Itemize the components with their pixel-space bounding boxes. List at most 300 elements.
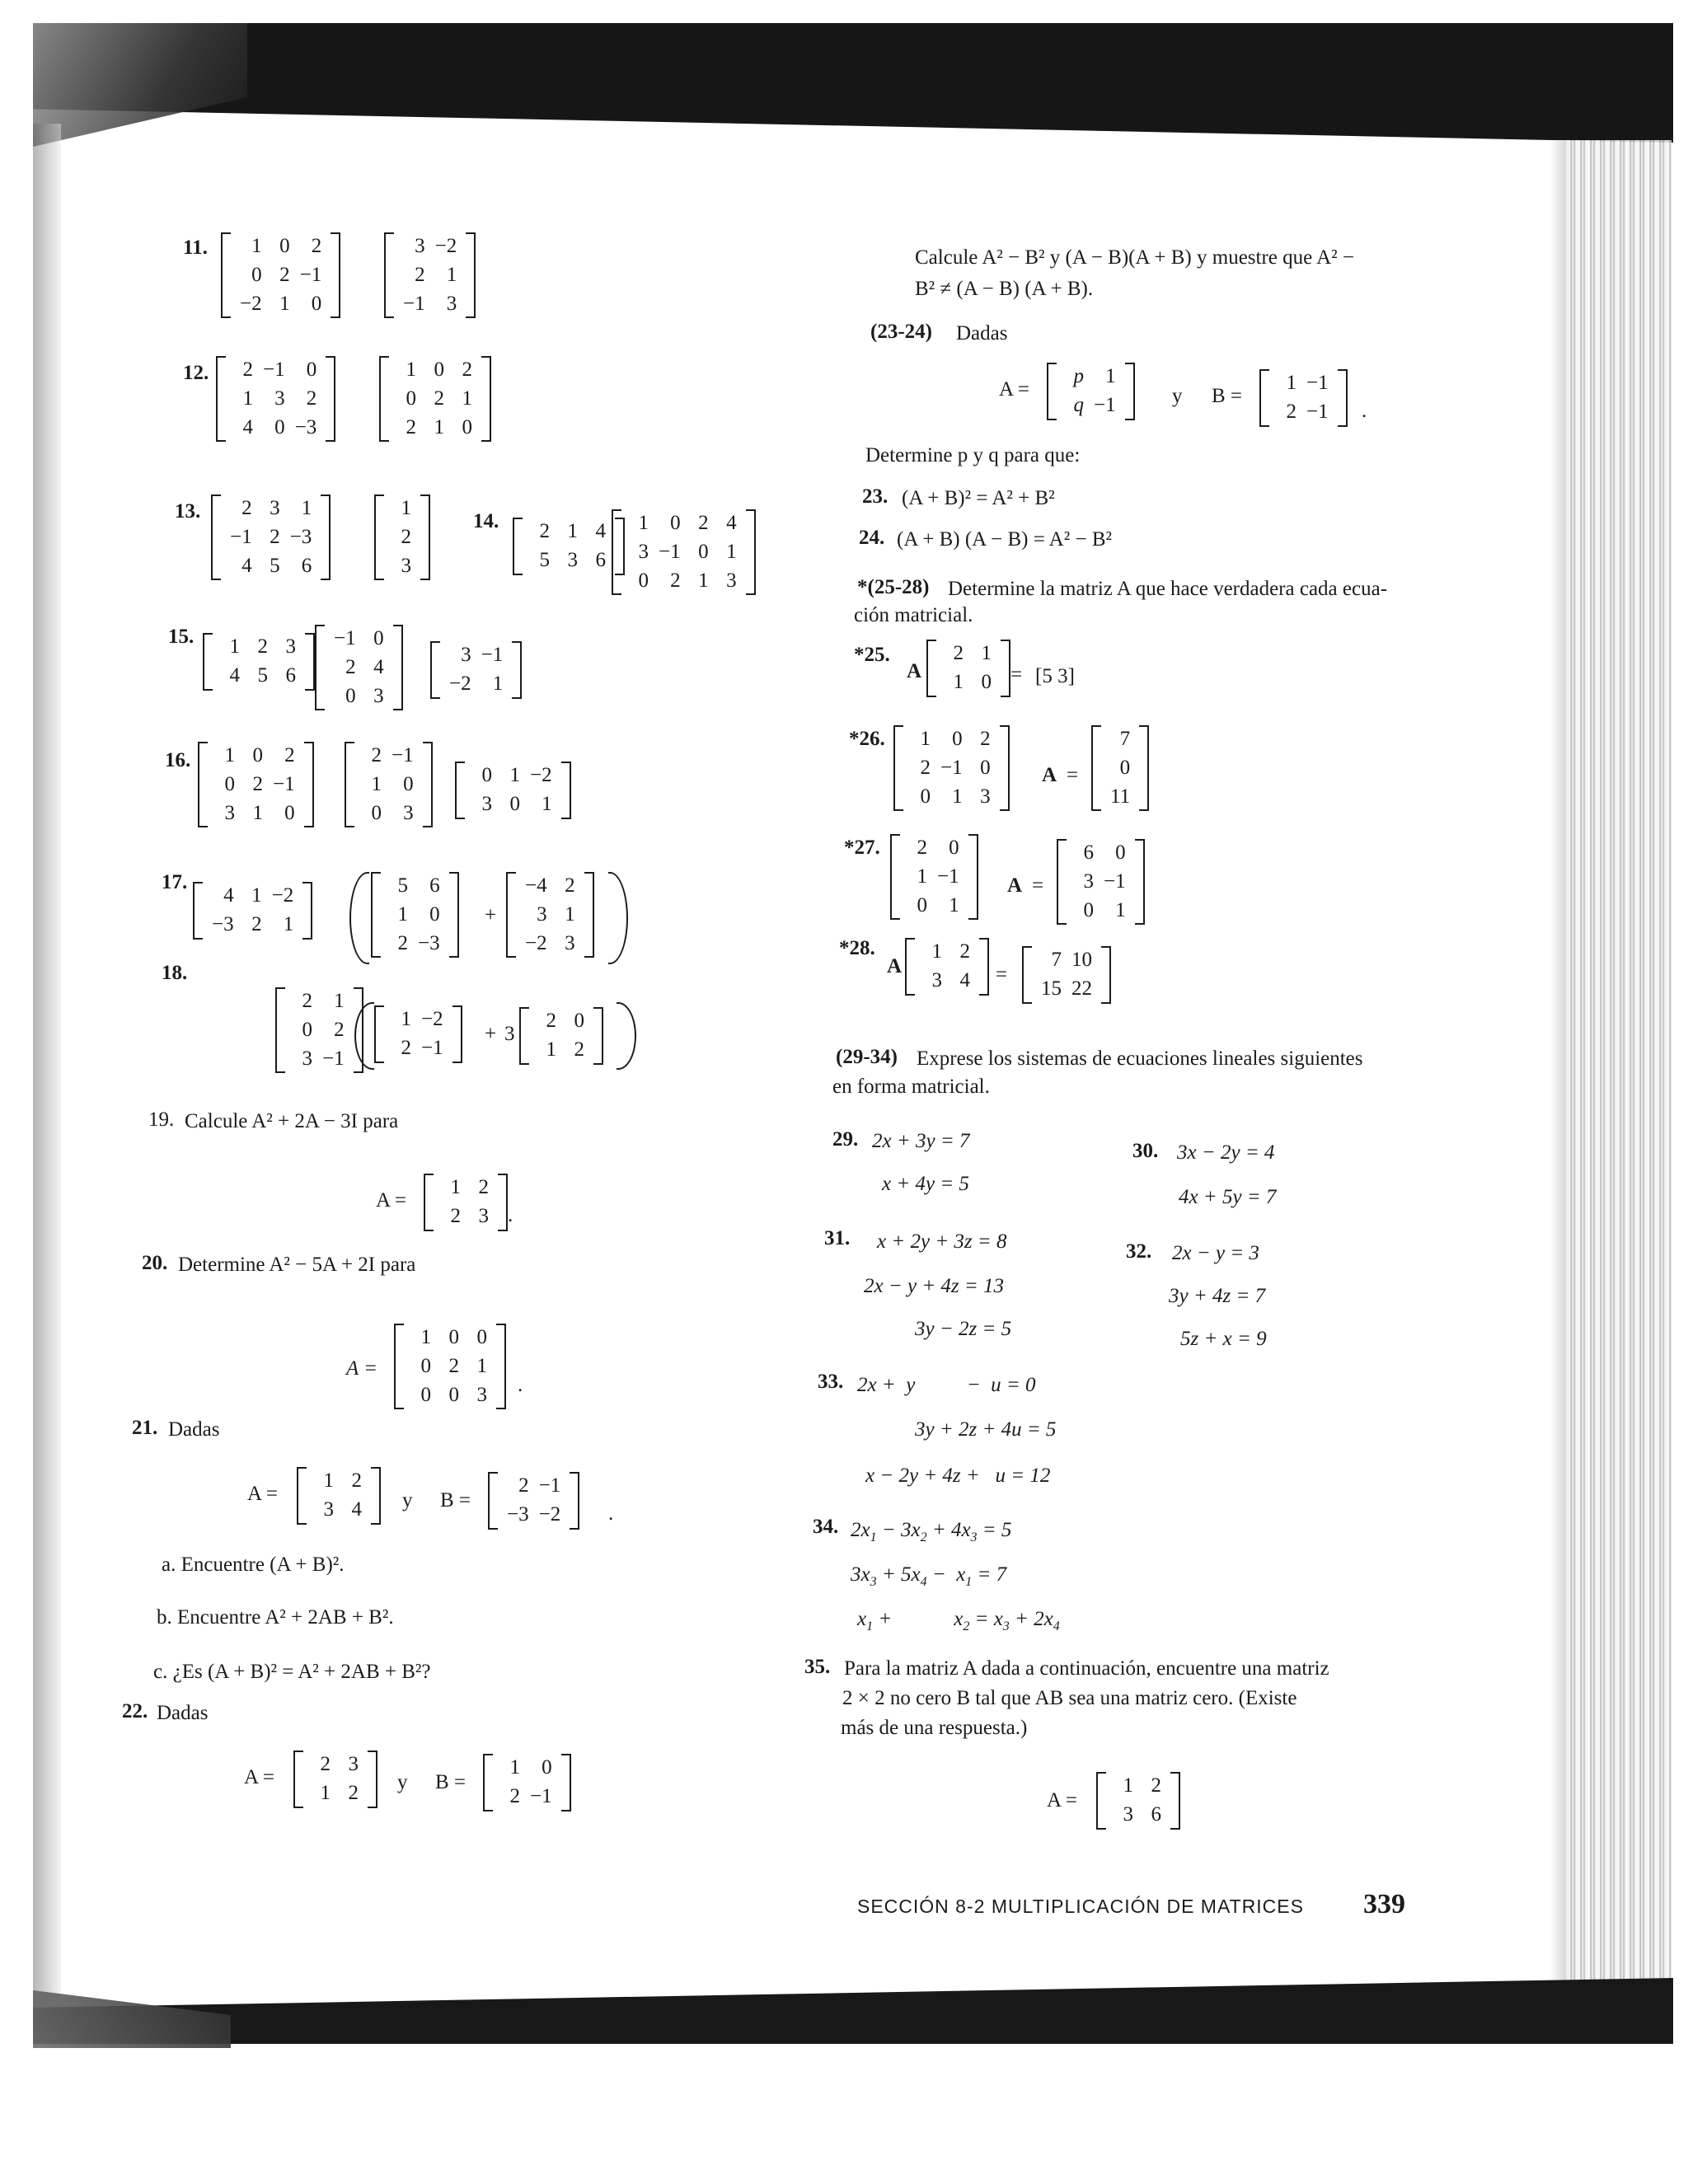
matrix-cell: 6 <box>595 548 606 571</box>
exercise-number: 22. <box>122 1700 148 1722</box>
matrix-cell: 2 <box>462 359 472 381</box>
close-parenthesis <box>617 1002 636 1070</box>
matrix-cell: 1 <box>320 1781 331 1804</box>
matrix-cell: −2 <box>421 1008 443 1030</box>
equation: $x_1$ + $x_2 = x_3 + 2x_4$ <box>857 1608 1060 1633</box>
conjunction: y <box>402 1489 413 1511</box>
matrix-cell: 3 <box>980 785 991 808</box>
matrix-cell: 0 <box>980 756 991 779</box>
right-bracket <box>1139 725 1149 811</box>
section-range: (29-34) <box>836 1046 898 1068</box>
matrix-cell: 1 <box>301 497 312 519</box>
matrix-cell: 2 <box>351 1469 362 1492</box>
left-bracket <box>424 1174 434 1231</box>
matrix-cell: 0 <box>920 785 931 808</box>
left-bracket <box>890 834 900 920</box>
matrix-cell: 1 <box>953 670 964 693</box>
matrix-cell: 2 <box>953 642 964 664</box>
exercise-number: *26. <box>849 728 885 750</box>
matrix-cell: −1 <box>937 865 959 888</box>
matrix <box>612 509 756 595</box>
matrix <box>394 1324 506 1409</box>
matrix-label-b: B = <box>1212 385 1243 407</box>
right-bracket <box>321 494 331 580</box>
left-bracket <box>519 1007 529 1065</box>
matrix-cell: 0 <box>476 1326 487 1348</box>
matrix-cell: 3 <box>1123 1802 1133 1825</box>
left-bracket <box>384 232 394 318</box>
equation: x + 2y + 3z = 8 <box>877 1230 1007 1253</box>
equation: (A + B) (A − B) = A² − B² <box>897 528 1112 551</box>
matrix-cell: 1 <box>542 792 552 815</box>
matrix <box>1047 363 1135 420</box>
right-bracket <box>1338 369 1348 427</box>
right-bracket <box>452 1005 462 1063</box>
matrix-cell: 4 <box>595 520 606 542</box>
matrix <box>483 1754 571 1811</box>
right-bracket <box>371 1467 381 1525</box>
matrix-cell: 5 <box>270 554 280 577</box>
matrix-cell: 1 <box>283 912 294 935</box>
conjunction: y <box>397 1771 408 1793</box>
matrix-cell: 7 <box>1119 728 1131 750</box>
matrix-cell: 2 <box>565 874 575 897</box>
exercise-text: Calcule A² + 2A − 3I para <box>185 1110 399 1132</box>
matrix-cell: −1 <box>299 263 322 286</box>
matrix-cell: 0 <box>1115 841 1126 864</box>
matrix-cell: 0 <box>542 1756 552 1779</box>
matrix-cell: 3 <box>415 235 425 257</box>
matrix-cell: 6 <box>285 663 296 687</box>
matrix-cell: 2 <box>401 525 411 548</box>
exercise-number: *27. <box>844 837 880 859</box>
exercise-number: *25. <box>854 644 890 666</box>
matrix-cell: 2 <box>348 1781 359 1804</box>
matrix-cell: 3 <box>726 569 737 592</box>
matrix-cell: 2 <box>959 940 970 963</box>
exercise-number: 16. <box>165 749 191 771</box>
matrix-cell: 4 <box>351 1497 362 1521</box>
exercise-number: 15. <box>168 626 195 648</box>
left-bracket <box>394 1324 404 1409</box>
matrix-cell: 0 <box>462 415 472 438</box>
matrix-cell: 0 <box>448 1326 459 1348</box>
right-bracket <box>481 356 491 442</box>
right-bracket <box>968 834 978 920</box>
matrix-cell: −1 <box>530 1784 552 1807</box>
matrix-cell: 1 <box>949 893 959 916</box>
matrix-cell: 1 <box>981 642 992 664</box>
matrix-cell: 1 <box>1115 898 1126 921</box>
exercise-number: 24. <box>859 527 885 549</box>
left-bracket <box>612 509 621 595</box>
matrix-cell: 4 <box>726 512 737 534</box>
exercise-number: 12. <box>183 362 209 384</box>
matrix-cell: 3 <box>403 801 414 824</box>
matrix-cell: 1 <box>1105 365 1116 387</box>
matrix <box>275 987 363 1073</box>
matrix-cell: 2 <box>478 1176 489 1198</box>
period: . <box>1362 400 1367 422</box>
matrix <box>371 872 459 958</box>
left-bracket <box>893 725 903 811</box>
equals-sign: = <box>1067 764 1079 786</box>
left-bracket <box>488 1472 498 1530</box>
matrix-cell: 1 <box>251 235 262 257</box>
matrix-cell: 2 <box>406 415 416 438</box>
equation: 2x − y + 4z = 13 <box>864 1275 1005 1297</box>
section-text-line2: en forma matricial. <box>832 1076 990 1098</box>
matrix-cell: 1 <box>450 1176 461 1198</box>
equation: 3y + 2z + 4u = 5 <box>915 1418 1057 1441</box>
left-bracket <box>1259 369 1269 427</box>
matrix-cell: 3 <box>931 968 942 991</box>
matrix-cell: 1 <box>242 387 253 410</box>
matrix-cell: 2 <box>302 990 312 1012</box>
matrix-cell: −3 <box>289 525 312 548</box>
left-bracket <box>293 1750 303 1808</box>
scan-shadow-bottom <box>33 1978 1673 2044</box>
equation: 3x − 2y = 4 <box>1177 1141 1275 1164</box>
matrix-cell: 3 <box>373 684 384 707</box>
matrix-cell: 1 <box>462 387 472 410</box>
matrix-cell: 0 <box>371 801 382 824</box>
matrix-cell: 1 <box>323 1469 334 1492</box>
matrix-cell: 2 <box>434 387 444 410</box>
right-bracket <box>979 938 989 996</box>
matrix <box>1259 369 1348 427</box>
period: . <box>608 1502 614 1525</box>
matrix-cell: −2 <box>530 764 552 786</box>
exercise-number: 11. <box>183 237 208 259</box>
matrix-cell: −1 <box>1094 393 1116 416</box>
left-bracket <box>905 938 915 996</box>
exercise-number: *28. <box>839 937 875 959</box>
right-bracket <box>304 742 314 827</box>
instruction: Determine p y q para que: <box>865 444 1081 466</box>
conjunction: y <box>1172 385 1183 407</box>
exercise-number: 14. <box>473 510 499 532</box>
matrix-cell: 0 <box>279 235 290 257</box>
matrix-cell: −2 <box>240 292 262 315</box>
plus-sign: + <box>485 904 497 926</box>
right-bracket <box>584 872 594 958</box>
matrix-cell: 0 <box>638 569 649 592</box>
equation: $3x_3 + 5x_4 - x_1 = 7$ <box>851 1563 1007 1589</box>
matrix <box>216 356 335 442</box>
left-bracket <box>211 494 221 580</box>
equals-sign: = <box>996 963 1008 986</box>
exercise-22-continued-line2: B² ≠ (A − B) (A + B). <box>915 278 1094 300</box>
matrix-cell: 1 <box>509 1756 520 1779</box>
matrix-cell: 3 <box>1083 869 1094 893</box>
equation: (A + B)² = A² + B² <box>902 487 1055 509</box>
matrix-cell: −2 <box>538 1502 561 1526</box>
matrix-cell: 1 <box>638 512 649 534</box>
matrix-cell: −2 <box>271 884 294 907</box>
left-bracket <box>1047 363 1057 420</box>
matrix-cell: −1 <box>334 627 356 649</box>
matrix-cell: −1 <box>263 359 285 381</box>
scan-shadow-top <box>33 23 1673 143</box>
left-bracket <box>275 987 285 1073</box>
matrix-cell: 0 <box>509 792 520 815</box>
right-bracket <box>746 509 756 595</box>
matrix-cell: 4 <box>223 884 234 907</box>
matrix-label-a: A = <box>244 1766 275 1788</box>
left-bracket <box>1022 946 1032 1004</box>
matrix <box>193 882 312 940</box>
matrix-cell: 2 <box>270 525 280 548</box>
running-footer: SECCIÓN 8-2 MULTIPLICACIÓN DE MATRICES <box>857 1896 1304 1917</box>
matrix-cell: 6 <box>301 554 312 577</box>
equals-sign: = <box>1010 663 1023 686</box>
right-bracket <box>423 742 433 827</box>
right-bracket <box>1001 640 1010 697</box>
matrix-cell: 1 <box>397 902 408 926</box>
matrix-cell: 7 <box>1051 949 1062 971</box>
row-vector: [5 3] <box>1035 665 1075 687</box>
matrix-cell: 2 <box>284 744 295 766</box>
matrix-cell: 0 <box>481 764 492 786</box>
matrix-cell: 2 <box>257 635 268 658</box>
section-text: Dadas <box>956 322 1008 344</box>
part-b: b. Encuentre A² + 2AB + B². <box>157 1606 394 1629</box>
right-bracket <box>593 1007 603 1065</box>
matrix <box>293 1750 377 1808</box>
part-c: c. ¿Es (A + B)² = A² + 2AB + B²? <box>153 1661 431 1683</box>
matrix-cell: 3 <box>270 497 280 519</box>
matrix-cell: 2 <box>397 931 408 954</box>
exercise-text-line2: 2 × 2 no cero B tal que AB sea una matriz cero. (Existe <box>842 1687 1297 1709</box>
matrix-cell: 1 <box>546 1038 556 1061</box>
matrix-cell: 1 <box>446 263 457 286</box>
matrix-A: A <box>907 660 922 682</box>
matrix-cell: 1 <box>224 744 235 766</box>
matrix <box>905 938 989 996</box>
right-bracket <box>496 1324 506 1409</box>
matrix-cell: 2 <box>518 1474 529 1497</box>
equation: 3y + 4z = 7 <box>1169 1285 1266 1307</box>
matrix-cell: −2 <box>434 235 457 257</box>
matrix-cell: 3 <box>224 801 235 824</box>
right-bracket <box>331 232 340 318</box>
matrix <box>926 640 1010 697</box>
exercise-text: Determine A² − 5A + 2I para <box>178 1254 416 1276</box>
right-bracket <box>466 232 476 318</box>
matrix-cell: 2 <box>242 359 253 381</box>
matrix-cell: 0 <box>311 292 322 315</box>
matrix-cell: 1 <box>565 902 575 926</box>
matrix-cell: 0 <box>1083 898 1094 921</box>
left-bracket <box>216 356 226 442</box>
matrix-cell: 1 <box>251 884 262 907</box>
matrix-label-b: B = <box>435 1771 467 1793</box>
matrix-label-b: B = <box>440 1489 471 1511</box>
matrix-cell: 0 <box>373 627 384 649</box>
matrix <box>893 725 1010 811</box>
equation: x − 2y + 4z + u = 12 <box>865 1465 1051 1487</box>
matrix-A: A <box>1042 764 1057 786</box>
matrix-cell: −1 <box>940 756 963 779</box>
matrix-cell: 0 <box>981 670 992 693</box>
matrix-cell: 3 <box>537 902 547 926</box>
matrix-cell: 22 <box>1071 977 1092 1000</box>
exercise-text: Dadas <box>157 1702 209 1724</box>
matrix-cell: 2 <box>546 1010 556 1032</box>
matrix-cell: 0 <box>306 359 317 381</box>
matrix-cell: 0 <box>698 540 709 563</box>
matrix-cell: 2 <box>306 387 317 410</box>
section-text-line1: Exprese los sistemas de ecuaciones lineales siguientes <box>917 1047 1363 1070</box>
equation: 3y − 2z = 5 <box>915 1318 1012 1340</box>
matrix-cell: p <box>1073 365 1084 387</box>
matrix <box>384 232 476 318</box>
equation: $2x_1 - 3x_2 + 4x_3 = 5$ <box>851 1519 1012 1544</box>
matrix-cell: 0 <box>345 684 356 707</box>
matrix-cell: 2 <box>334 1018 345 1041</box>
period: . <box>518 1374 523 1396</box>
book-page-edges <box>1566 140 1672 2027</box>
matrix <box>424 1174 508 1231</box>
matrix-cell: −1 <box>403 292 425 315</box>
section-range: (23-24) <box>870 321 932 343</box>
exercise-number: 13. <box>175 500 201 523</box>
matrix-cell: −2 <box>525 931 547 954</box>
right-bracket <box>1135 839 1145 925</box>
matrix <box>203 633 315 691</box>
matrix-cell: −3 <box>294 415 317 438</box>
matrix-cell: 3 <box>567 548 578 571</box>
right-bracket <box>1000 725 1010 811</box>
matrix-cell: 2 <box>1286 400 1296 423</box>
left-bracket <box>371 872 381 958</box>
close-parenthesis <box>608 872 628 964</box>
matrix-cell: 3 <box>323 1497 334 1521</box>
section-range: *(25-28) <box>857 576 930 598</box>
equation: 2x + 3y = 7 <box>872 1130 970 1152</box>
matrix-cell: 0 <box>251 263 262 286</box>
matrix-cell: 2 <box>509 1784 520 1807</box>
matrix-cell: −1 <box>538 1474 561 1497</box>
matrix-cell: 2 <box>920 756 931 779</box>
matrix-cell: 4 <box>242 415 253 438</box>
matrix-cell: 1 <box>1123 1774 1133 1797</box>
matrix <box>488 1472 579 1530</box>
right-bracket <box>512 641 522 699</box>
right-bracket <box>1101 946 1111 1004</box>
scan-shadow-left <box>33 124 61 2036</box>
matrix-cell: 3 <box>348 1753 359 1775</box>
matrix <box>430 641 522 699</box>
matrix <box>519 1007 603 1065</box>
matrix <box>890 834 978 920</box>
matrix-cell: 6 <box>1083 841 1094 864</box>
matrix-cell: 1 <box>434 415 444 438</box>
right-bracket <box>561 1754 571 1811</box>
exercise-number: 18. <box>162 962 188 984</box>
matrix-cell: 5 <box>257 663 268 687</box>
exercise-number: 30. <box>1132 1140 1159 1162</box>
matrix-cell: 5 <box>539 548 550 571</box>
exercise-number: 23. <box>862 485 889 508</box>
matrix-cell: −4 <box>525 874 547 897</box>
matrix-cell: −1 <box>481 644 504 666</box>
exercise-number: 19. <box>148 1108 175 1131</box>
left-bracket <box>315 625 325 710</box>
left-bracket <box>506 872 516 958</box>
matrix-cell: 0 <box>420 1383 431 1406</box>
matrix-cell: 4 <box>241 554 252 577</box>
right-bracket <box>305 633 315 691</box>
right-bracket <box>393 625 403 710</box>
left-bracket <box>203 633 213 691</box>
right-bracket <box>561 762 571 819</box>
matrix-cell: 3 <box>274 387 285 410</box>
left-bracket <box>430 641 440 699</box>
matrix-cell: 1 <box>406 359 416 381</box>
matrix <box>221 232 340 318</box>
matrix-cell: 2 <box>279 263 290 286</box>
matrix-cell: −1 <box>659 540 681 563</box>
matrix-cell: 1 <box>931 940 942 963</box>
matrix-cell: −3 <box>507 1502 529 1526</box>
matrix-cell: −3 <box>418 931 440 954</box>
right-bracket <box>368 1750 377 1808</box>
right-bracket <box>1170 1772 1180 1830</box>
matrix-cell: 0 <box>284 801 295 824</box>
matrix-cell: −1 <box>1306 372 1329 394</box>
equals-sign: = <box>1032 874 1044 897</box>
matrix-cell: 0 <box>429 902 440 926</box>
left-bracket <box>345 742 354 827</box>
matrix-cell: 3 <box>461 644 471 666</box>
exercise-text: Dadas <box>168 1418 220 1441</box>
matrix-label-a: A = <box>247 1483 279 1505</box>
matrix-cell: 0 <box>224 772 235 795</box>
matrix-cell: 1 <box>420 1326 431 1348</box>
left-bracket <box>1091 725 1101 811</box>
matrix-cell: 1 <box>698 569 709 592</box>
matrix-cell: 0 <box>574 1010 584 1032</box>
matrix-cell: 3 <box>302 1047 312 1070</box>
matrix-cell: q <box>1073 393 1084 416</box>
matrix-cell: 0 <box>420 1354 431 1377</box>
matrix-cell: 1 <box>726 540 737 563</box>
exercise-number: 21. <box>132 1417 158 1439</box>
matrix-cell: 3 <box>285 635 296 658</box>
left-bracket <box>221 232 231 318</box>
left-bracket <box>374 1005 384 1063</box>
matrix-cell: 10 <box>1071 949 1092 971</box>
equation: 2x − y = 3 <box>1172 1242 1259 1264</box>
open-parenthesis <box>349 872 369 964</box>
matrix-cell: 2 <box>415 263 425 286</box>
matrix-cell: 3 <box>481 792 492 815</box>
page-number: 339 <box>1363 1889 1405 1919</box>
matrix-cell: −1 <box>322 1047 345 1070</box>
left-bracket <box>483 1754 493 1811</box>
matrix <box>506 872 594 958</box>
matrix <box>374 494 430 580</box>
matrix-cell: 0 <box>448 1383 459 1406</box>
right-bracket <box>570 1472 579 1530</box>
right-bracket <box>1125 363 1135 420</box>
matrix-cell: 2 <box>241 497 252 519</box>
right-bracket <box>498 1174 508 1231</box>
right-bracket <box>326 356 335 442</box>
matrix-cell: 1 <box>509 764 520 786</box>
